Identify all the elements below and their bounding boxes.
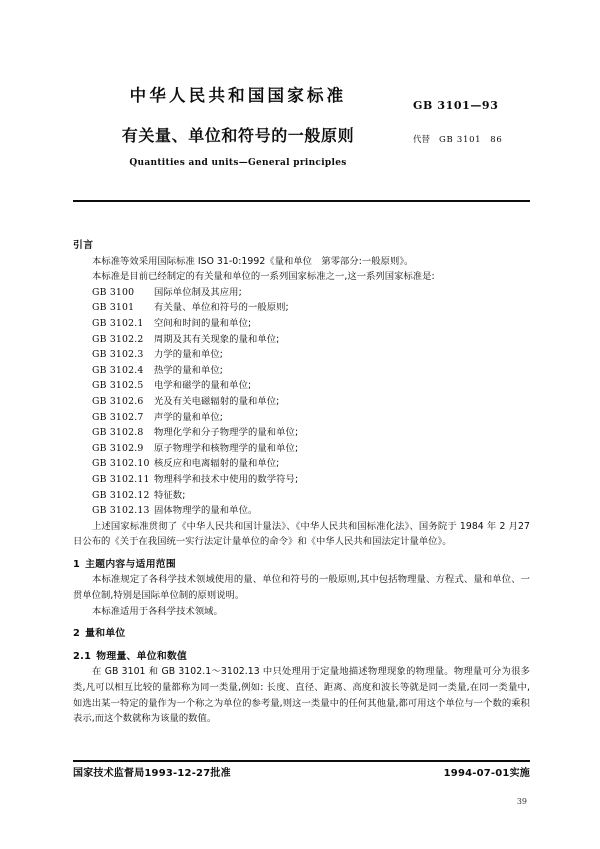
list-item	[73, 378, 530, 394]
standard-item-code: GB 3102.8	[92, 427, 144, 439]
list-item	[73, 332, 530, 348]
standard-item-desc: 物理化学和分子物理学的量和单位;	[154, 427, 299, 439]
header-divider-rule	[73, 200, 530, 202]
standard-item-code: GB 3101	[92, 302, 135, 314]
standard-item-code: GB 3102.11	[92, 473, 150, 485]
standard-item-code: GB 3102.4	[92, 364, 144, 376]
list-item	[73, 300, 530, 316]
list-item	[73, 503, 530, 519]
section-1-heading	[73, 557, 530, 573]
document-title-cn: 有关量、单位和符号的一般原则	[121, 126, 355, 145]
standard-item-desc: 固体物理学的量和单位。	[154, 505, 258, 517]
standard-item-desc: 声学的量和单位;	[154, 411, 224, 423]
standard-item-desc: 力学的量和单位;	[154, 349, 224, 361]
section-2-1-number: 2.1	[73, 650, 92, 662]
header-code-block	[413, 99, 543, 146]
standard-item-desc: 周期及其有关现象的量和单位;	[154, 333, 280, 345]
intro-paragraph-1: 本标准等效采用国际标准 ISO 31-0:1992《量和单位 第零部分:一般原则》。	[92, 255, 414, 267]
replaces-code: GB 3101	[439, 135, 482, 145]
section-2-1-heading	[73, 649, 530, 665]
intro-heading: 引言	[73, 240, 94, 251]
footer-effective: 1994-07-01实施	[443, 768, 530, 779]
list-item	[73, 456, 530, 472]
intro-paragraph-2: 本标准是目前已经制定的有关量和单位的一系列国家标准之一,这一系列国家标准是:	[92, 271, 435, 283]
standard-item-desc: 核反应和电离辐射的量和单位;	[154, 458, 280, 470]
standard-item-desc: 物理科学和技术中使用的数学符号;	[154, 473, 299, 485]
national-standard-line: 中华人民共和国国家标准	[129, 86, 347, 105]
section-1-title: 主题内容与适用范围	[85, 558, 176, 570]
list-item	[73, 285, 530, 301]
list-item	[73, 347, 530, 363]
section-2-heading	[73, 626, 530, 642]
section-1-paragraph-2: 本标准适用于各科学技术领域。	[92, 605, 223, 617]
document-body	[73, 238, 530, 727]
footer-approval: 国家技术监督局1993-12-27批准	[73, 768, 231, 779]
standard-item-desc: 有关量、单位和符号的一般原则;	[154, 302, 289, 314]
list-item	[73, 363, 530, 379]
list-item	[73, 472, 530, 488]
footer-divider-rule	[73, 760, 530, 762]
list-item	[73, 394, 530, 410]
document-footer	[73, 764, 530, 782]
replaces-year: 86	[490, 135, 503, 145]
standards-list	[73, 285, 530, 519]
replaces-label: 代替	[413, 135, 431, 145]
standard-item-code: GB 3102.6	[92, 395, 144, 407]
standard-item-code: GB 3102.9	[92, 442, 144, 454]
standard-item-desc: 空间和时间的量和单位;	[154, 317, 252, 329]
page-number: 39	[516, 797, 527, 806]
standard-item-code: GB 3100	[92, 286, 135, 298]
intro-paragraph-3: 上述国家标准贯彻了《中华人民共和国计量法》、《中华人民共和国标准化法》、国务院于 1984 年 2 月27 日公布的《关于在我国统一实行法定计量单位的命令》和《中华人民共和国法定计量单位》。	[73, 520, 530, 548]
standard-code: GB 3101—93	[413, 99, 499, 112]
standard-item-desc: 电学和磁学的量和单位;	[154, 380, 252, 392]
standard-item-desc: 热学的量和单位;	[154, 364, 224, 376]
header-title-block	[73, 86, 403, 169]
list-item	[73, 316, 530, 332]
standard-item-desc: 特征数;	[154, 489, 186, 501]
section-2-title: 量和单位	[85, 628, 126, 640]
section-2-1-paragraph-1: 在 GB 3101 和 GB 3102.1～3102.13 中只处理用于定量地描述物理现象的物理量。物理量可分为很多类,凡可以相互比较的量都称为同一类量,例如: 长度、直径、距离、高度和波长等就是同一类量,在同一类量中,如选出某一特定的量作为一个称之为单位的参考量,则这一类量中的任何其他量,都可用这个单位与一个数的乘积表示,而这个数就称为该量的数值。	[73, 666, 530, 725]
list-item	[73, 488, 530, 504]
standard-item-code: GB 3102.10	[92, 458, 150, 470]
section-1-paragraph-1: 本标准规定了各科学技术领域使用的量、单位和符号的一般原则,其中包括物理量、方程式、量和单位、一贯单位制,特别是国际单位制的原则说明。	[73, 574, 530, 602]
standard-item-code: GB 3102.12	[92, 489, 150, 501]
section-1-number: 1	[73, 558, 81, 570]
standard-item-code: GB 3102.3	[92, 349, 144, 361]
section-2-number: 2	[73, 628, 81, 640]
standard-item-code: GB 3102.5	[92, 380, 144, 392]
standard-item-desc: 国际单位制及其应用;	[154, 286, 242, 298]
list-item	[73, 425, 530, 441]
list-item	[73, 441, 530, 457]
standard-replaces	[413, 134, 543, 146]
standard-item-code: GB 3102.7	[92, 411, 144, 423]
section-2-1-title: 物理量、单位和数值	[96, 650, 188, 662]
list-item	[73, 410, 530, 426]
standard-item-desc: 原子物理学和核物理学的量和单位;	[154, 442, 299, 454]
standard-item-code: GB 3102.1	[92, 317, 144, 329]
standard-item-code: GB 3102.2	[92, 333, 144, 345]
document-title-en: Quantities and units—General principles	[129, 158, 347, 168]
standard-item-desc: 光及有关电磁辐射的量和单位;	[154, 395, 280, 407]
standard-item-code: GB 3102.13	[92, 505, 150, 517]
